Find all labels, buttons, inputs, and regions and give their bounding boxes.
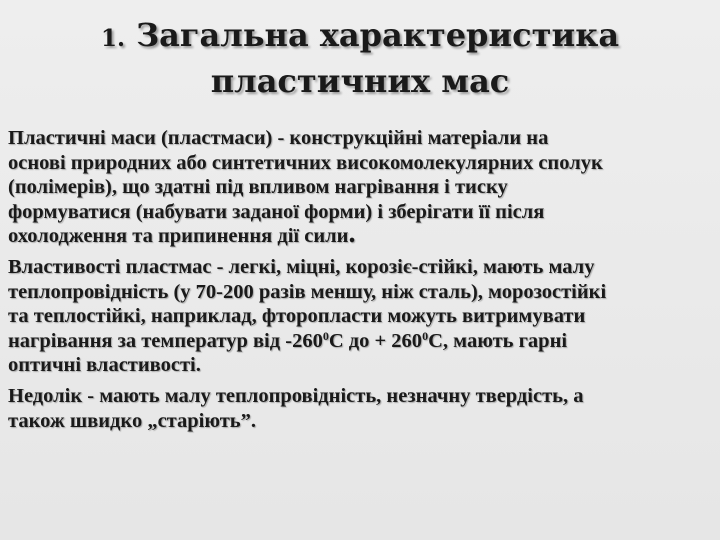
properties-line-3: та теплостійкі, наприклад, фторопласти можуть витримувати [8, 305, 586, 328]
drawbacks-line-2: також швидко „старіють”. [8, 409, 257, 432]
title-text-1: Загальна характеристика [136, 16, 620, 54]
title-number: 1. [100, 25, 125, 52]
properties-line-4 [8, 329, 714, 354]
properties-line-4-c: С, мають гарні [428, 329, 568, 352]
properties-line-1: Властивості пластмас - легкі, міцні, корозіє-стійкі, мають малу [8, 255, 595, 278]
title-line-2: пластичних мас [210, 62, 510, 100]
slide-body [8, 126, 714, 439]
paragraph-properties [8, 255, 714, 378]
definition-line-5-text: охолодження та припинення дії сили [8, 225, 349, 248]
definition-line-4: формуватися (набувати заданої форми) і зберігати її після [8, 200, 545, 223]
definition-line-2: основі природних або синтетичних високомолекулярних сполук [8, 151, 603, 174]
degree-superscript-2: 0 [422, 328, 429, 343]
properties-line-2: теплопровідність (у 70-200 разів меншу, ніж сталь), морозостійкі [8, 280, 607, 303]
properties-line-4-a: нагрівання за температур від -260 [8, 329, 323, 352]
properties-line-5: оптичні властивості. [8, 354, 201, 377]
paragraph-definition [8, 126, 714, 249]
definition-period: . [348, 218, 356, 250]
paragraph-drawbacks [8, 384, 714, 433]
definition-line-1: Пластичні маси (пластмаси) - конструкційні матеріали на [8, 127, 549, 149]
title-line-1 [40, 14, 680, 60]
properties-line-4-b: С до + 260 [328, 329, 423, 352]
drawbacks-line-1: Недолік - мають малу теплопровідність, незначну твердість, а [8, 384, 584, 407]
degree-superscript-1: 0 [322, 328, 329, 343]
slide-title [40, 14, 680, 103]
definition-line-3: (полімерів), що здатні під впливом нагрівання і тиску [8, 176, 508, 199]
definition-line-5 [8, 218, 714, 250]
